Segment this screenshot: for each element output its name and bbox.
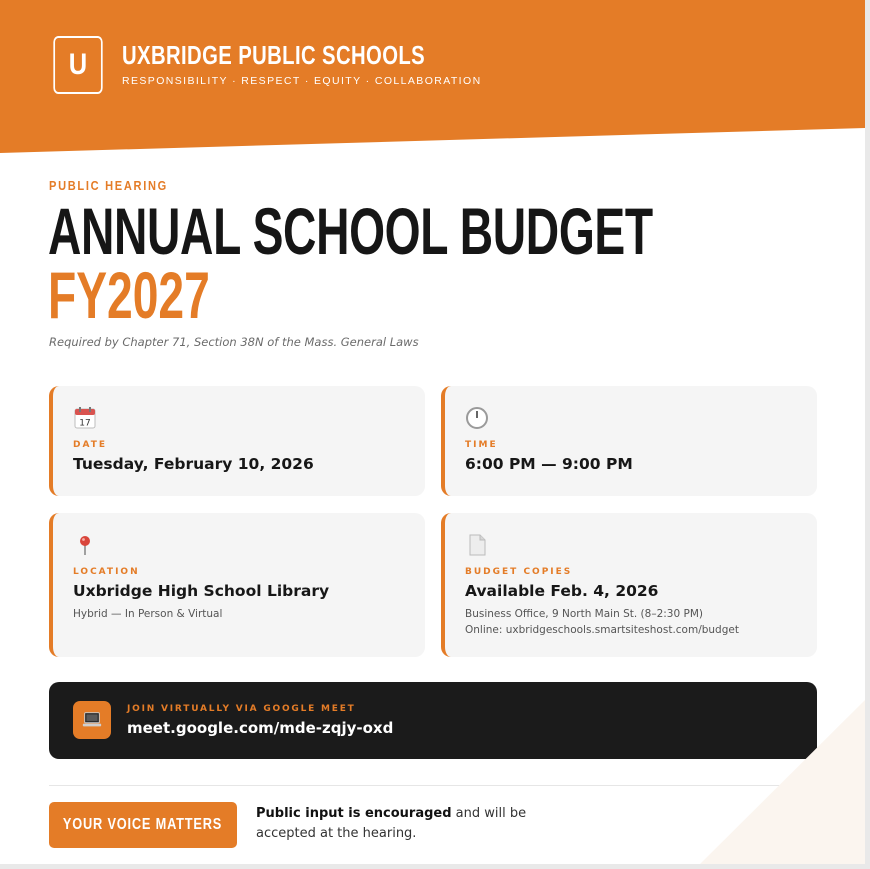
date-card [49,386,425,496]
your-voice-matters-button[interactable] [49,802,237,848]
public-input-bold: Public input is encouraged [256,806,452,821]
clock-icon [465,406,489,430]
legal-note: Required by Chapter 71, Section 38N of the Mass. General Laws [49,335,419,349]
time-value: 6:00 PM — 9:00 PM [465,455,633,473]
budget-value: Available Feb. 4, 2026 [465,582,659,600]
location-card [49,513,425,657]
org-motto: RESPONSIBILITY · RESPECT · EQUITY · COLLABORATION [122,75,482,87]
date-value: Tuesday, February 10, 2026 [73,455,314,473]
page-title: ANNUAL SCHOOL BUDGET [48,194,653,268]
budget-office-note: Business Office, 9 North Main St. (8–2:30 PM) [465,608,703,620]
cta-label: YOUR VOICE MATTERS [63,816,223,833]
budget-copies-card [441,513,817,657]
calendar-icon [73,406,97,430]
location-note: Hybrid — In Person & Virtual [73,608,223,620]
time-label: TIME [465,440,498,450]
budget-label: BUDGET COPIES [465,567,573,577]
public-input-message [256,804,536,844]
corner-decoration [700,700,865,864]
public-input-rest: and will be accepted at the hearing. [256,806,527,841]
date-label: DATE [73,440,108,450]
location-label: LOCATION [73,567,140,577]
location-value: Uxbridge High School Library [73,582,330,600]
laptop-icon [81,709,103,731]
meet-label: JOIN VIRTUALLY VIA GOOGLE MEET [127,704,356,714]
notice-eyebrow: PUBLIC HEARING [49,178,168,193]
svg-text:17: 17 [79,418,91,429]
fiscal-year: FY2027 [48,258,210,332]
logo-letter: U [68,48,88,81]
org-name: UXBRIDGE PUBLIC SCHOOLS [122,40,426,70]
laptop-icon-box [73,701,111,739]
map-pin-icon [73,533,97,557]
time-card [441,386,817,496]
meet-link[interactable]: meet.google.com/mde-zqjy-oxd [127,719,394,737]
district-logo [53,36,102,94]
document-icon [465,533,489,557]
budget-online-link[interactable]: Online: uxbridgeschools.smartsiteshost.com/budget [465,624,739,636]
